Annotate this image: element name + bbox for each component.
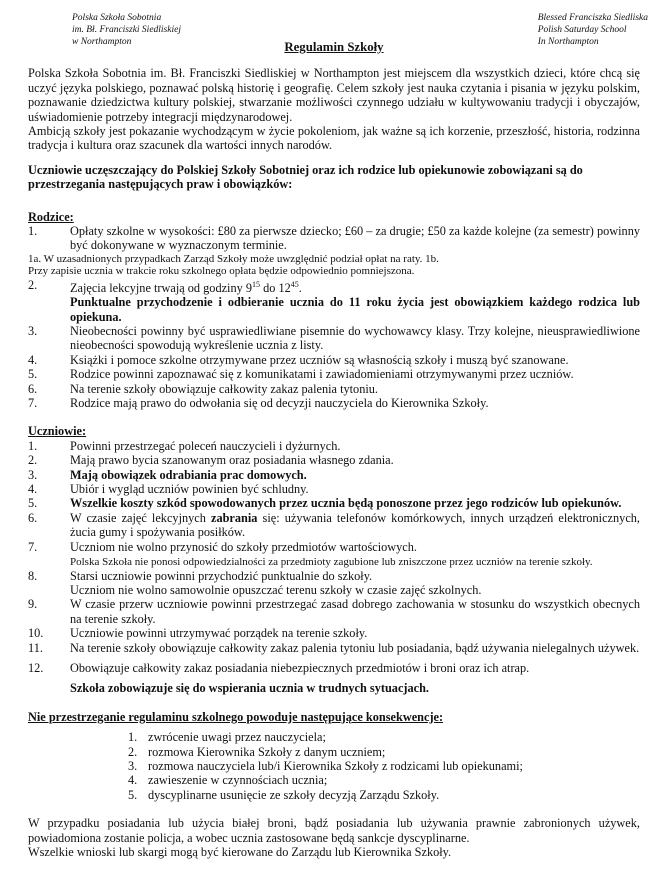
item-text: Opłaty szkolne w wysokości: £80 za pierwsze dziecko; £60 – za drugie; £50 za każde kolejne (za semestr) powinny być dokonywane w wyznaczonym terminie. (70, 224, 640, 253)
note-text: 1a. W uzasadnionych przypadkach Zarząd Szkoły może uwzględnić podział opłat na raty. 1b. (28, 252, 439, 265)
list-item (28, 661, 640, 675)
item-number: 2. (28, 277, 38, 292)
item-number: 3. (28, 324, 38, 338)
list-item (28, 295, 640, 324)
item-number: 5. (128, 787, 138, 802)
item-number: 4. (28, 482, 38, 497)
parents-heading: Rodzice: (28, 209, 74, 224)
item-number: 6. (28, 381, 38, 396)
item-number: 4. (28, 352, 38, 367)
list-item (28, 626, 640, 640)
item-text: zawieszenie w czynnościach ucznia; (148, 773, 328, 788)
item-number: 8. (28, 568, 38, 583)
item-number: 11. (28, 640, 43, 655)
item-number: 7. (28, 396, 38, 411)
list-item (28, 224, 640, 253)
item-number: 1. (28, 224, 38, 239)
item-text: rozmowa nauczyciela lub/i Kierownika Szkoły z rodzicami lub opiekunami; (148, 758, 523, 773)
list-item (28, 278, 640, 296)
item-text: Książki i pomoce szkolne otrzymywane przez uczniów są własnością szkoły i muszą być szanowane. (70, 352, 569, 367)
list-item (128, 730, 640, 744)
item-text: Ubiór i wygląd uczniów powinien być schludny. (70, 482, 309, 497)
page-title: Regulamin Szkoły (284, 40, 384, 54)
item-text: rozmowa Kierownika Szkoły z danym uczniem; (148, 744, 386, 759)
list-item (28, 496, 640, 510)
header-left-line: im. Bł. Franciszki Siedliskiej (72, 25, 181, 35)
item-text: Na terenie szkoły obowiązuje całkowity zakaz palenia tytoniu lub posiadania, bądź używania nielegalnych używek. (70, 640, 640, 655)
consequences-heading: Nie przestrzeganie regulaminu szkolnego powoduje następujące konsekwencje: (28, 709, 444, 724)
item-number: 12. (28, 660, 44, 675)
item-number: 3. (28, 467, 38, 482)
list-item (28, 367, 640, 381)
item-text: Uczniom nie wolno przynosić do szkoły przedmiotów wartościowych. Polska Szkoła nie ponosi odpowiedzialności za przedmioty zagubione lub zniszczone przez uczniów na terenie szkoły. (70, 539, 593, 569)
item-text: W czasie zajęć lekcyjnych zabrania się: używania telefonów komórkowych, innych urządzeń elektronicznych, żucia gumy i spożywania posiłków. (70, 510, 640, 540)
closing-paragraph: W przypadku posiadania lub użycia białej broni, bądź posiadania lub używania prawnie zabronionych używek, powiadomiona zostanie policja, a wobec ucznia zastosowane będą sankcje dyscyplinarne. (28, 816, 640, 845)
list-item (28, 511, 640, 540)
item-number: 2. (128, 744, 138, 759)
header-left-line: Polska Szkoła Sobotnia (72, 13, 162, 23)
item-number: 5. (28, 496, 38, 511)
list-item (28, 382, 640, 396)
item-number: 2. (28, 453, 38, 468)
item-text: Uczniowie powinni utrzymywać porządek na terenie szkoły. (70, 626, 368, 641)
list-item (28, 353, 640, 367)
item-number: 1. (128, 730, 138, 745)
item-number: 10. (28, 626, 44, 641)
header-right-line: Polish Saturday School (537, 25, 627, 35)
item-text: Mają obowiązek odrabiania prac domowych. (70, 467, 307, 482)
item-number: 6. (28, 510, 38, 525)
closing-paragraph: Wszelkie wnioski lub skargi mogą być kierowane do Zarządu lub Kierownika Szkoły. (28, 845, 452, 859)
item-text: Na terenie szkoły obowiązuje całkowity zakaz palenia tytoniu. (70, 381, 378, 396)
item-text: Powinni przestrzegać poleceń nauczycieli i dyżurnych. (70, 438, 341, 453)
document-body (28, 40, 640, 859)
list-item (128, 759, 640, 773)
list-item (28, 468, 640, 482)
header-left-line: w Northampton (72, 37, 132, 47)
item-number: 7. (28, 539, 38, 554)
list-item (28, 439, 640, 453)
item-number: 4. (128, 773, 138, 788)
item-text: zwrócenie uwagi przez nauczyciela; (148, 730, 326, 745)
note-text: Przy zapisie ucznia w trakcie roku szkolnego opłata będzie odpowiednio pomniejszona. (28, 265, 415, 278)
header-right-line: In Northampton (537, 37, 599, 47)
list-item (28, 681, 640, 695)
list-item (128, 788, 640, 802)
list-item (28, 324, 640, 353)
list-item (28, 597, 640, 626)
item-text: dyscyplinarne usunięcie ze szkoły decyzją Zarządu Szkoły. (148, 787, 440, 802)
item-text: Zajęcia lekcyjne trwają od godziny $9^{15}$ do $12^{45}$. (70, 279, 302, 295)
list-item (28, 540, 640, 569)
item-text: Wszelkie koszty szkód spowodowanych przez ucznia będą ponoszone przez jego rodziców lub opiekunów. (70, 496, 622, 511)
item-text: Obowiązuje całkowity zakaz posiadania niebezpiecznych przedmiotów i broni oraz ich atrap. (70, 660, 530, 675)
intro-paragraph: Ambicją szkoły jest pokazanie wychodzącym w życie pokoleniom, jak ważne są ich korzenie, przeszłość, historia, rodzinna tradycja i kultura oraz szacunek dla wartości innych narodów. (28, 124, 640, 153)
item-text: Punktualne przychodzenie i odbieranie ucznia do 11 roku życia jest obowiązkiem każdego rodzica lub opiekuna. (70, 295, 640, 324)
item-text: Rodzice powinni zapoznawać się z komunikatami i zawiadomieniami otrzymywanymi przez uczniów. (70, 367, 574, 382)
note-text: Polska Szkoła nie ponosi odpowiedzialności za przedmioty zagubione lub zniszczone przez uczniów na terenie szkoły. (70, 556, 593, 569)
consequences-list (128, 730, 640, 802)
item-number: 1. (28, 438, 38, 453)
students-heading: Uczniowie: (28, 424, 87, 439)
item-text: Nieobecności powinny być usprawiedliwiane pisemnie do wychowawcy klasy. Trzy kolejne, nieusprawiedliwione nieobecności spowodują wykreślenie ucznia z listy. (70, 324, 640, 353)
header-right-line: Blessed Franciszka Siedliska (537, 13, 648, 23)
list-item (128, 745, 640, 759)
item-text: Rodzice mają prawo do odwołania się od decyzji nauczyciela do Kierownika Szkoły. (70, 396, 489, 411)
list-item (128, 773, 640, 787)
item-text: Starsi uczniowie powinni przychodzić punktualnie do szkoły. Uczniom nie wolno samowolnie opuszczać terenu szkoły w czasie zajęć szkolnych. (70, 568, 482, 597)
list-item (28, 641, 640, 655)
list-item (28, 396, 640, 410)
obligations-statement: Uczniowie uczęszczający do Polskiej Szkoły Sobotniej oraz ich rodzice lub opiekunowie zobowiązani są do przestrzegania następujących praw i obowiązków: (28, 162, 583, 192)
item-number: 9. (28, 597, 38, 612)
support-statement: Szkoła zobowiązuje się do wspierania ucznia w trudnych sytuacjach. (70, 681, 430, 696)
list-item (28, 453, 640, 467)
item-text: W czasie przerw uczniowie powinni przestrzegać zasad dobrego zachowania w stosunku do wszystkich obecnych na terenie szkoły. (70, 597, 640, 626)
item-text: Mają prawo bycia szanowanym oraz posiadania własnego zdania. (70, 453, 394, 468)
list-item (28, 482, 640, 496)
list-item (28, 569, 640, 598)
intro-paragraph: Polska Szkoła Sobotnia im. Bł. Franciszki Siedliskiej w Northampton jest miejscem dla wszystkich dzieci, które chcą się uczyć języka polskiego, poznawać polską historię i geografię. Celem szkoły jest nauka czytania i pisania w języku polskim, poznawanie dziedzictwa kultury polskiej, stwarzanie możliwości czynnego udziału w kultywowaniu tradycji i obyczajów, uświadomienie potrzeby integracji międzynarodowej. (28, 66, 640, 124)
item-number: 5. (28, 367, 38, 382)
item-number: 3. (128, 758, 138, 773)
